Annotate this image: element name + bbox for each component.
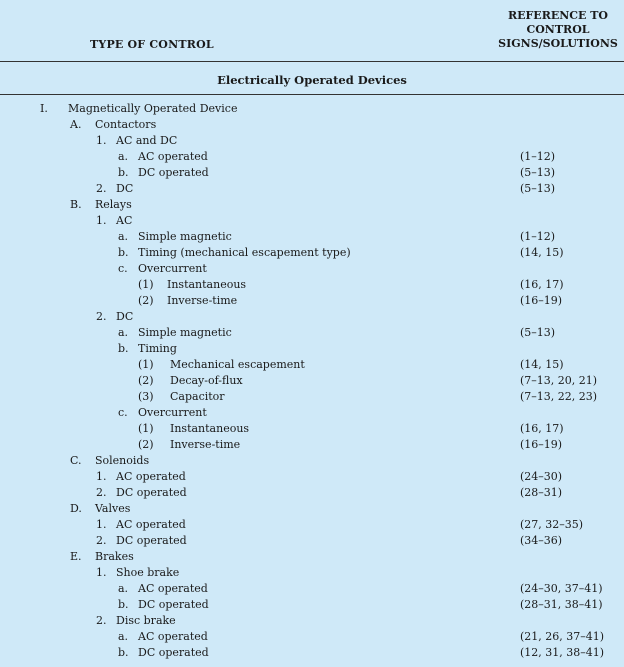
row-control-type: DC operated xyxy=(138,166,209,179)
row-reference: (1–12) xyxy=(520,230,556,243)
row-control-type: Brakes xyxy=(95,550,134,563)
row-control-type: Simple magnetic xyxy=(138,230,232,243)
row-number: (1) xyxy=(138,422,154,435)
row-number: C. xyxy=(70,454,82,467)
section-title: Electrically Operated Devices xyxy=(217,73,407,87)
table-row xyxy=(0,165,624,181)
row-number: 1. xyxy=(96,566,107,579)
table-row xyxy=(0,469,624,485)
row-number: I. xyxy=(40,102,48,115)
row-number: a. xyxy=(118,230,129,243)
row-control-type: Magnetically Operated Device xyxy=(68,102,238,115)
row-number: a. xyxy=(118,582,129,595)
reference-header-line-1: REFERENCE TO xyxy=(507,9,609,22)
row-number: 2. xyxy=(96,614,107,627)
row-control-type: Relays xyxy=(95,198,132,211)
row-control-type: Shoe brake xyxy=(116,566,180,579)
row-reference: (7–13, 20, 21) xyxy=(520,374,598,387)
row-control-type: Valves xyxy=(95,502,131,515)
row-number: a. xyxy=(118,326,129,339)
row-number: c. xyxy=(118,406,128,419)
row-number: b. xyxy=(118,246,129,259)
table-row xyxy=(0,629,624,645)
row-control-type: DC xyxy=(116,182,134,195)
row-number: (1) xyxy=(138,358,154,371)
row-reference: (28–31, 38–41) xyxy=(520,598,603,611)
row-reference: (16–19) xyxy=(520,438,563,451)
row-number: (2) xyxy=(138,438,154,451)
row-number: b. xyxy=(118,598,129,611)
row-number: 2. xyxy=(96,310,107,323)
row-control-type: Mechanical escapement xyxy=(170,358,305,371)
table-row xyxy=(0,645,624,661)
row-reference: (7–13, 22, 23) xyxy=(520,390,598,403)
table-row xyxy=(0,501,624,517)
row-number: a. xyxy=(118,150,129,163)
row-reference: (1–12) xyxy=(520,150,556,163)
row-control-type: Overcurrent xyxy=(138,406,207,419)
section-divider xyxy=(0,94,624,95)
table-row xyxy=(0,309,624,325)
row-reference: (14, 15) xyxy=(520,358,564,371)
row-control-type: Disc brake xyxy=(116,614,176,627)
row-number: (1) xyxy=(138,278,154,291)
row-number: D. xyxy=(70,502,82,515)
row-control-type: Timing (mechanical escapement type) xyxy=(138,246,351,259)
row-number: 2. xyxy=(96,486,107,499)
type-of-control-header: TYPE OF CONTROL xyxy=(90,38,214,51)
row-control-type: DC operated xyxy=(116,486,187,499)
table-row xyxy=(0,437,624,453)
table-row xyxy=(0,485,624,501)
table-row xyxy=(0,277,624,293)
row-number: (2) xyxy=(138,294,154,307)
table-row xyxy=(0,373,624,389)
table-row xyxy=(0,597,624,613)
row-reference: (21, 26, 37–41) xyxy=(520,630,605,643)
row-control-type: Capacitor xyxy=(170,390,225,403)
table-row xyxy=(0,581,624,597)
table-row xyxy=(0,197,624,213)
table-row xyxy=(0,133,624,149)
row-control-type: Instantaneous xyxy=(167,278,247,291)
row-control-type: DC xyxy=(116,310,134,323)
reference-header-line-3: SIGNS/SOLUTIONS xyxy=(498,37,618,50)
row-number: A. xyxy=(70,118,82,131)
table-row xyxy=(0,245,624,261)
row-reference: (16, 17) xyxy=(520,422,564,435)
table-row xyxy=(0,229,624,245)
row-number: E. xyxy=(70,550,82,563)
row-number: a. xyxy=(118,630,129,643)
table-row xyxy=(0,117,624,133)
row-number: 1. xyxy=(96,470,107,483)
row-control-type: DC operated xyxy=(138,598,209,611)
header-divider xyxy=(0,61,624,62)
row-control-type: Decay-of-flux xyxy=(170,374,243,387)
row-control-type: DC operated xyxy=(138,646,209,659)
row-number: b. xyxy=(118,166,129,179)
row-number: 1. xyxy=(96,518,107,531)
row-control-type: AC and DC xyxy=(116,134,178,147)
row-reference: (24–30, 37–41) xyxy=(520,582,603,595)
row-number: b. xyxy=(118,646,129,659)
table-row xyxy=(0,293,624,309)
row-control-type: AC operated xyxy=(138,630,208,643)
row-number: c. xyxy=(118,262,128,275)
table-row xyxy=(0,101,624,117)
table-row xyxy=(0,549,624,565)
row-control-type: Inverse-time xyxy=(167,294,238,307)
row-control-type: AC operated xyxy=(138,150,208,163)
table-row xyxy=(0,389,624,405)
row-control-type: Simple magnetic xyxy=(138,326,232,339)
row-control-type: Contactors xyxy=(95,118,157,131)
table-row xyxy=(0,261,624,277)
row-number: 1. xyxy=(96,214,107,227)
row-control-type: AC operated xyxy=(116,470,186,483)
row-control-type: Instantaneous xyxy=(170,422,250,435)
table-row xyxy=(0,565,624,581)
table-row xyxy=(0,213,624,229)
row-control-type: DC operated xyxy=(116,534,187,547)
table-row xyxy=(0,613,624,629)
row-reference: (34–36) xyxy=(520,534,563,547)
row-reference: (5–13) xyxy=(520,326,556,339)
row-reference: (28–31) xyxy=(520,486,563,499)
row-control-type: AC xyxy=(116,214,133,227)
row-control-type: Inverse-time xyxy=(170,438,241,451)
row-control-type: AC operated xyxy=(138,582,208,595)
table-row xyxy=(0,149,624,165)
table-row xyxy=(0,453,624,469)
row-reference: (16–19) xyxy=(520,294,563,307)
table-row xyxy=(0,421,624,437)
row-number: B. xyxy=(70,198,82,211)
row-number: (2) xyxy=(138,374,154,387)
table-body xyxy=(0,101,624,661)
row-number: 2. xyxy=(96,182,107,195)
row-control-type: Timing xyxy=(138,342,177,355)
reference-header xyxy=(494,9,622,51)
row-reference: (5–13) xyxy=(520,182,556,195)
row-reference: (5–13) xyxy=(520,166,556,179)
table-row xyxy=(0,341,624,357)
row-number: b. xyxy=(118,342,129,355)
table-row xyxy=(0,405,624,421)
row-control-type: AC operated xyxy=(116,518,186,531)
table-row xyxy=(0,181,624,197)
table-row xyxy=(0,357,624,373)
row-number: 2. xyxy=(96,534,107,547)
row-reference: (12, 31, 38–41) xyxy=(520,646,605,659)
table-row xyxy=(0,533,624,549)
row-number: (3) xyxy=(138,390,154,403)
row-reference: (14, 15) xyxy=(520,246,564,259)
row-reference: (24–30) xyxy=(520,470,563,483)
row-reference: (16, 17) xyxy=(520,278,564,291)
reference-header-line-2: CONTROL xyxy=(526,23,590,36)
row-control-type: Overcurrent xyxy=(138,262,207,275)
table-row xyxy=(0,325,624,341)
row-number: 1. xyxy=(96,134,107,147)
row-control-type: Solenoids xyxy=(95,454,150,467)
table-row xyxy=(0,517,624,533)
row-reference: (27, 32–35) xyxy=(520,518,584,531)
